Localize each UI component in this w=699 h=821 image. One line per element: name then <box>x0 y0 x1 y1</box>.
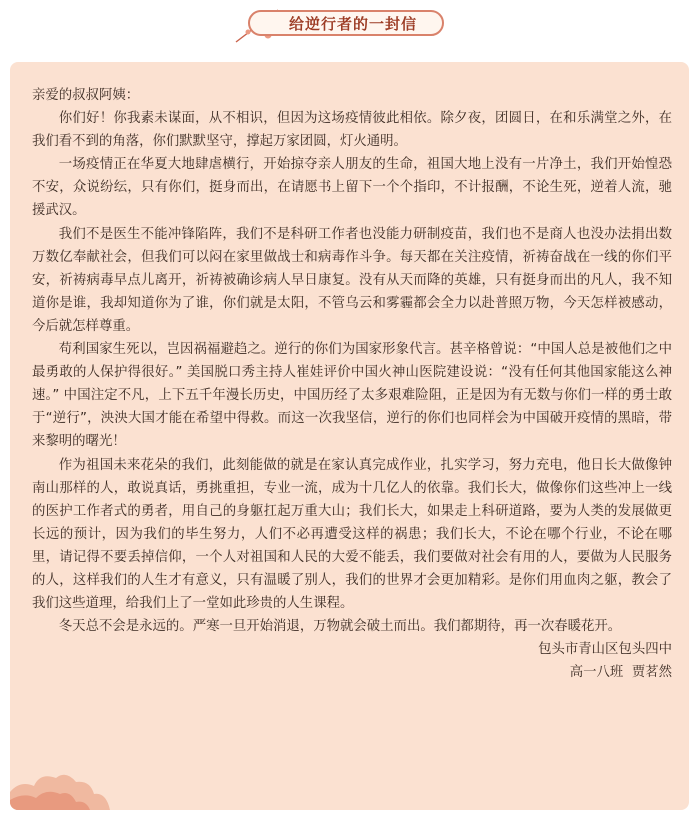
letter-paragraph: 我们不是医生不能冲锋陷阵，我们不是科研工作者也没能力研制疫苗，我们也不是商人也没办法捐出数万数亿奉献社会，但我们可以闷在家里做战士和病毒作斗争。每天都在关注疫情，祈祷奋战在一线的你们平安，祈祷病毒早点儿离开，祈祷被确诊病人早日康复。没有从天而降的英雄，只有挺身而出的凡人，我不知道你是谁，我却知道你为了谁，你们就是太阳，不管乌云和雾霾都会全力以赴普照万物，今天怎样被感动，今后就怎样尊重。 <box>32 226 672 334</box>
letter-paragraph: 作为祖国未来花朵的我们，此刻能做的就是在家认真完成作业，扎实学习，努力充电，他日长大做像钟南山那样的人，敢说真话，勇挑重担，专业一流，成为十几亿人的依靠。我们长大，做像你们这些冲上一线的医护工作者式的勇者，用自己的身躯扛起万重大山；我们长大，如果走上科研道路，要为人类的发展做更长远的预计，因为我们的毕生努力，人们不必再遭受这样的祸患；我们长大，不论在哪个行业，不论在哪里，请记得不要丢掉信仰，一个人对祖国和人民的大爱不能丢，我们要做对社会有用的人，要做为人民服务的人，这样我们的人生才有意义，只有温暖了别人，我们的世界才会更加精彩。是你们用血肉之躯，教会了我们这些道理，给我们上了一堂如此珍贵的人生课程。 <box>32 457 672 612</box>
letter-paragraph: 一场疫情正在华夏大地肆虐横行，开始掠夺亲人朋友的生命，祖国大地上没有一片净土，我们开始惶恐不安，众说纷纭，只有你们，挺身而出，在请愿书上留下一个个指印，不计报酬，不论生死，逆着人流，驰援武汉。 <box>32 157 672 219</box>
letter-paragraph: 冬天总不会是永远的。严寒一旦开始消退，万物就会破土而出。我们都期待，再一次春暖花开。 <box>58 619 622 635</box>
letter-paragraph: 苟利国家生死以，岂因祸福避趋之。逆行的你们为国家形象代言。甚辛格曾说：“中国人总是被他们之中最勇敢的人保护得很好。” 美国脱口秀主持人崔娃评价中国火神山医院建设说：“没有任何其他国家能这么神速。” 中国注定不凡，上下五千年漫长历史，中国历经了太多艰难险阻，正是因为有无数与你们一样的勇士敢于“逆行”，泱泱大国才能在希望中得救。而这一次我坚信，逆行的你们也同样会为中国破开疫情的黑暗，带来黎明的曙光！ <box>32 342 672 450</box>
signature-author: 高一八班 贾茗然 <box>569 665 672 681</box>
page-title: 给逆行者的一封信 <box>288 14 417 33</box>
header <box>0 0 699 50</box>
letter-card <box>10 62 689 810</box>
cloud-ornament-icon <box>10 762 130 810</box>
letter-body <box>32 84 672 684</box>
letter-paragraph: 你们好！你我素未谋面，从不相识，但因为这场疫情彼此相依。除夕夜，团圆日，在和乐满堂之外，在我们看不到的角落，你们默默坚守，撑起万家团圆，灯火通明。 <box>32 111 672 150</box>
title-banner <box>248 10 444 36</box>
letter-greeting: 亲爱的叔叔阿姨： <box>32 88 140 103</box>
signature-school: 包头市青山区包头四中 <box>538 642 672 658</box>
